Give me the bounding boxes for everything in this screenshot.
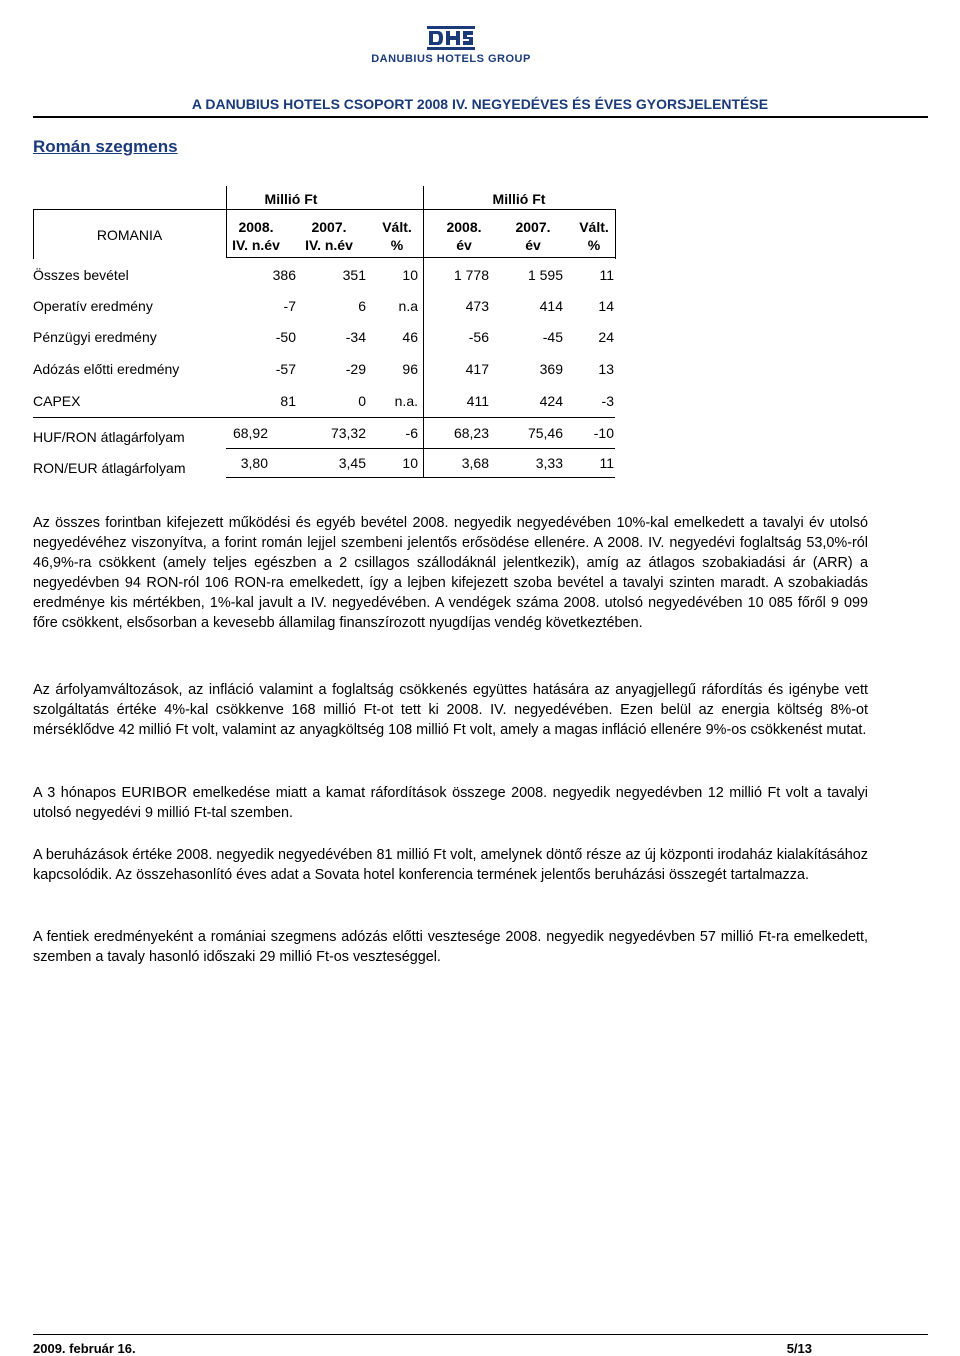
table-cell: -56 <box>468 329 489 345</box>
table-header-rule <box>226 257 615 258</box>
table-cell: 1 778 <box>453 267 489 283</box>
table-cell: 46 <box>402 329 418 345</box>
table-cell: 11 <box>599 267 614 283</box>
group-header: Millió Ft <box>264 191 318 207</box>
col-header: Vált. <box>579 219 609 235</box>
table-cell: -34 <box>345 329 366 345</box>
col-header: év <box>525 237 541 253</box>
section-title: Román szegmens <box>33 137 178 156</box>
row-label: CAPEX <box>33 393 81 409</box>
paragraph-revenue: Az összes forintban kifejezett működési és egyéb bevétel 2008. negyedik negyedévében 10%-kal emelkedett a tavalyi év utolsó negyedévéhez viszonyítva, a forint román lejjel szembeni jelentős erősödése ellenére. A 2008. IV. negyedévi foglaltság 53,0%-ról 46,9%-ra csökkent (amely teljes egészben a 2 csillagos szállodáknál jelentkezik), amíg az átlagos szobakiadási ár (ARR) a negyedévben 94 RON-ról 106 RON-ra emelkedett, így a lejben kifejezett szoba bevétel a tavalyi szinten maradt. A szobakiadás eredménye kis mértékben, 1%-kal javult a IV. negyedévében. A vendégek száma 2008. utolsó negyedévében 10 085 főről 9 099 főre csökkent, elsősorban a kevesebb államilag finanszírozott nyugdíjas vendég következtében. <box>33 515 868 631</box>
table-cell: 10 <box>402 267 418 283</box>
report-title: A DANUBIUS HOTELS CSOPORT 2008 IV. NEGYEDÉVES ÉS ÉVES GYORSJELENTÉSE <box>191 96 769 112</box>
table-cell: 13 <box>598 361 614 377</box>
table-cell: 68,23 <box>453 425 489 441</box>
col-header: % <box>390 237 404 253</box>
table-cell: 424 <box>539 393 563 409</box>
table-cell: 3,68 <box>461 455 489 471</box>
table-row-rule-capex <box>33 417 615 418</box>
table-cell: 24 <box>598 329 614 345</box>
table-cell: -29 <box>345 361 366 377</box>
table-cell: 81 <box>280 393 296 409</box>
col-header: 2007. <box>311 219 347 235</box>
table-cell: 0 <box>358 393 366 409</box>
table-cell: 417 <box>465 361 489 377</box>
page-number: 5/13 <box>786 1341 812 1356</box>
footer-date: 2009. február 16. <box>33 1341 136 1356</box>
row-label: Összes bevétel <box>33 267 129 283</box>
table-cell: 411 <box>466 393 489 409</box>
paragraph-result: A fentiek eredményeként a romániai szegmens adózás előtti vesztesége 2008. negyedik negyedévben 57 millió Ft-ra emelkedett, szemben a tavaly hasonló időszaki 29 millió Ft-os veszteséggel. <box>33 929 868 965</box>
col-header: 2008. <box>446 219 482 235</box>
table-cell: 11 <box>599 455 614 471</box>
group-header: Millió Ft <box>492 191 546 207</box>
table-cell: -45 <box>542 329 563 345</box>
col-header: 2008. <box>238 219 274 235</box>
footer-rule <box>33 1334 928 1335</box>
row-label: Adózás előtti eredmény <box>33 361 180 377</box>
paragraph-interest: A 3 hónapos EURIBOR emelkedése miatt a kamat ráfordítások összege 2008. negyedik negyedévben 12 millió Ft volt a tavalyi utolsó negyedévi 9 millió Ft-tal szemben. <box>33 785 868 821</box>
table-cell: 10 <box>402 455 418 471</box>
table-cell: 351 <box>342 267 366 283</box>
col-header: év <box>456 237 472 253</box>
col-header: Vált. <box>382 219 412 235</box>
table-cell: n.a. <box>394 393 418 409</box>
table-cell: -6 <box>405 425 418 441</box>
table-cell: 3,33 <box>535 455 563 471</box>
table-cell: 3,45 <box>338 455 366 471</box>
table-corner-label: ROMANIA <box>96 227 163 243</box>
table-cell: -3 <box>601 393 614 409</box>
col-header: IV. n.év <box>232 237 280 253</box>
table-cell: 75,46 <box>527 425 563 441</box>
col-header: IV. n.év <box>305 237 353 253</box>
row-label: RON/EUR átlagárfolyam <box>33 460 186 476</box>
table-cell: 3,80 <box>240 455 268 471</box>
table-cell: -10 <box>593 425 614 441</box>
row-label: Pénzügyi eredmény <box>33 329 157 345</box>
table-cell: -57 <box>275 361 296 377</box>
row-label: HUF/RON átlagárfolyam <box>33 429 185 445</box>
paragraph-investments: A beruházások értéke 2008. negyedik negyedévében 81 millió Ft volt, amelynek döntő része az új központi irodaház kialakításához kapcsolódik. Az összehasonlító éves adat a Sovata hotel konferencia termének jelentős beruházási összegét tartalmazza. <box>33 847 868 883</box>
row-label: Operatív eredmény <box>33 298 153 314</box>
table-cell: 6 <box>358 298 366 314</box>
table-cell: 386 <box>272 267 296 283</box>
table-cell: -7 <box>283 298 296 314</box>
table-bottom-rule <box>226 477 615 478</box>
table-cell: 14 <box>598 298 614 314</box>
romania-results-table <box>0 0 960 500</box>
table-cell: 414 <box>539 298 563 314</box>
table-cell: 68,92 <box>232 425 268 441</box>
table-row-rule-hufron <box>226 448 615 449</box>
table-cell: 473 <box>465 298 489 314</box>
table-cell: 96 <box>402 361 418 377</box>
col-header: % <box>587 237 601 253</box>
table-top-rule <box>33 209 615 210</box>
table-cell: 73,32 <box>330 425 366 441</box>
table-cell: -50 <box>275 329 296 345</box>
logo-text: DANUBIUS HOTELS GROUP <box>371 53 531 65</box>
col-header: 2007. <box>515 219 551 235</box>
table-cell: 369 <box>539 361 563 377</box>
table-cell: 1 595 <box>527 267 563 283</box>
table-cell: n.a <box>398 298 418 314</box>
paragraph-costs: Az árfolyamváltozások, az infláció valamint a foglaltság csökkenés együttes hatására az anyagjellegű ráfordítás és igénybe vett szolgáltatás értéke 4%-kal csökkenve 168 millió Ft-ot tett ki 2008. IV. negyedévében. Ezen belül az energia költség 8%-ot mérséklődve 42 millió Ft volt, valamint az anyagköltség 108 millió Ft volt, amely a magas infláció ellenére 9%-os csökkenést mutat. <box>33 682 868 738</box>
